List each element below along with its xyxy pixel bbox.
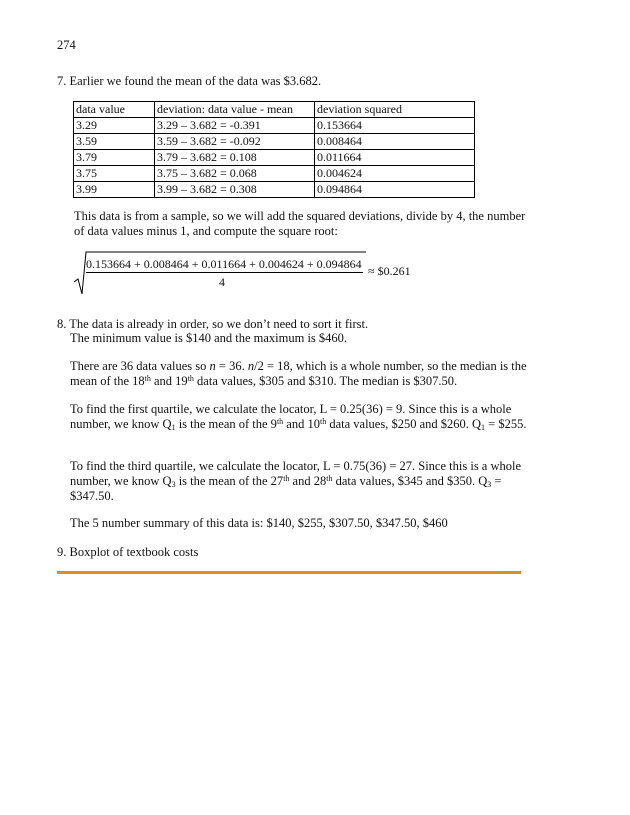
- table-row: [74, 150, 475, 166]
- table-cell: 0.004624: [315, 166, 475, 182]
- table-header-row: [74, 102, 475, 118]
- variable-n: n: [209, 359, 216, 373]
- table-row: [74, 182, 475, 198]
- table-cell: 3.29: [74, 118, 155, 134]
- superscript: th: [276, 417, 284, 426]
- deviation-table: [73, 101, 475, 198]
- table-row: [74, 134, 475, 150]
- table-cell: 3.59 – 3.682 = -0.092: [155, 134, 315, 150]
- sample-explanation: This data is from a sample, so we will add the squared deviations, divide by 4, the number of data values minus 1, and compute the square root:: [74, 209, 526, 238]
- table-cell: 0.153664: [315, 118, 475, 134]
- std-dev-formula: [74, 248, 454, 298]
- text-span: /2 = 18, which is a whole number, so the median is the mean of the 18: [70, 359, 527, 388]
- table-cell: 3.99 – 3.682 = 0.308: [155, 182, 315, 198]
- text-span: = $347.50.: [70, 474, 502, 503]
- subscript: 1: [481, 423, 486, 432]
- q8-heading: 8. The data is already in order, so we don’t need to sort it first.: [57, 317, 369, 331]
- table-cell: 3.59: [74, 134, 155, 150]
- section-divider: [57, 571, 521, 574]
- superscript: th: [187, 374, 194, 383]
- formula-numerator: 0.153664 + 0.008464 + 0.011664 + 0.004624 + 0.094864: [86, 257, 362, 271]
- text-span: is the mean of the 9: [175, 417, 277, 431]
- superscript: th: [283, 474, 290, 483]
- q9-heading: 9. Boxplot of textbook costs: [57, 545, 199, 559]
- table-header: data value: [74, 102, 155, 118]
- square-root-sign: [74, 248, 374, 300]
- text-span: and 19: [150, 374, 188, 388]
- table-header: deviation: data value - mean: [155, 102, 315, 118]
- text-span: is the mean of the 27: [175, 474, 284, 488]
- table-cell: 3.29 – 3.682 = -0.391: [155, 118, 315, 134]
- superscript: th: [326, 474, 333, 483]
- table-header: deviation squared: [315, 102, 475, 118]
- table-cell: 3.79: [74, 150, 155, 166]
- page-number: 274: [57, 38, 76, 52]
- superscript: th: [319, 417, 327, 426]
- table-row: [74, 118, 475, 134]
- formula-result: ≈ $0.261: [368, 264, 411, 278]
- table-row: [74, 166, 475, 182]
- third-quartile-paragraph: [70, 459, 530, 504]
- text-span: There are 36 data values so: [70, 359, 210, 373]
- superscript: th: [144, 374, 151, 383]
- median-paragraph: [70, 359, 530, 389]
- table-cell: 0.011664: [315, 150, 475, 166]
- text-span: data values, $305 and $310. The median is $307.50.: [193, 374, 458, 388]
- text-span: To find the first quartile, we calculate the locator, L = 0.25(36) = 9. Since this is a whole number, we know Q: [70, 402, 512, 431]
- table-cell: 3.99: [74, 182, 155, 198]
- variable-n: n: [247, 359, 255, 373]
- text-span: To find the third quartile, we calculate the locator, L = 0.75(36) = 27. Since this is a whole number, we know Q: [70, 459, 522, 488]
- text-span: = 36.: [215, 359, 248, 373]
- text-span: and 28: [289, 474, 327, 488]
- five-number-summary: The 5 number summary of this data is: $140, $255, $307.50, $347.50, $460: [70, 516, 448, 530]
- fraction-bar: [86, 272, 363, 273]
- subscript: 3: [171, 480, 176, 489]
- q8-min-max: The minimum value is $140 and the maximum is $460.: [70, 331, 348, 345]
- text-span: data values, $250 and $260. Q: [326, 417, 482, 431]
- table-cell: 3.79 – 3.682 = 0.108: [155, 150, 315, 166]
- table-cell: 3.75: [74, 166, 155, 182]
- text-span: data values, $345 and $350. Q: [332, 474, 488, 488]
- table-cell: 0.008464: [315, 134, 475, 150]
- text-span: = $255.: [485, 417, 527, 431]
- subscript: 3: [487, 480, 492, 489]
- table-cell: 0.094864: [315, 182, 475, 198]
- q7-heading: 7. Earlier we found the mean of the data was $3.682.: [57, 74, 322, 88]
- subscript: 1: [171, 423, 176, 432]
- first-quartile-paragraph: [70, 402, 530, 432]
- text-span: and 10: [283, 417, 320, 431]
- formula-denominator: 4: [219, 275, 225, 289]
- table-cell: 3.75 – 3.682 = 0.068: [155, 166, 315, 182]
